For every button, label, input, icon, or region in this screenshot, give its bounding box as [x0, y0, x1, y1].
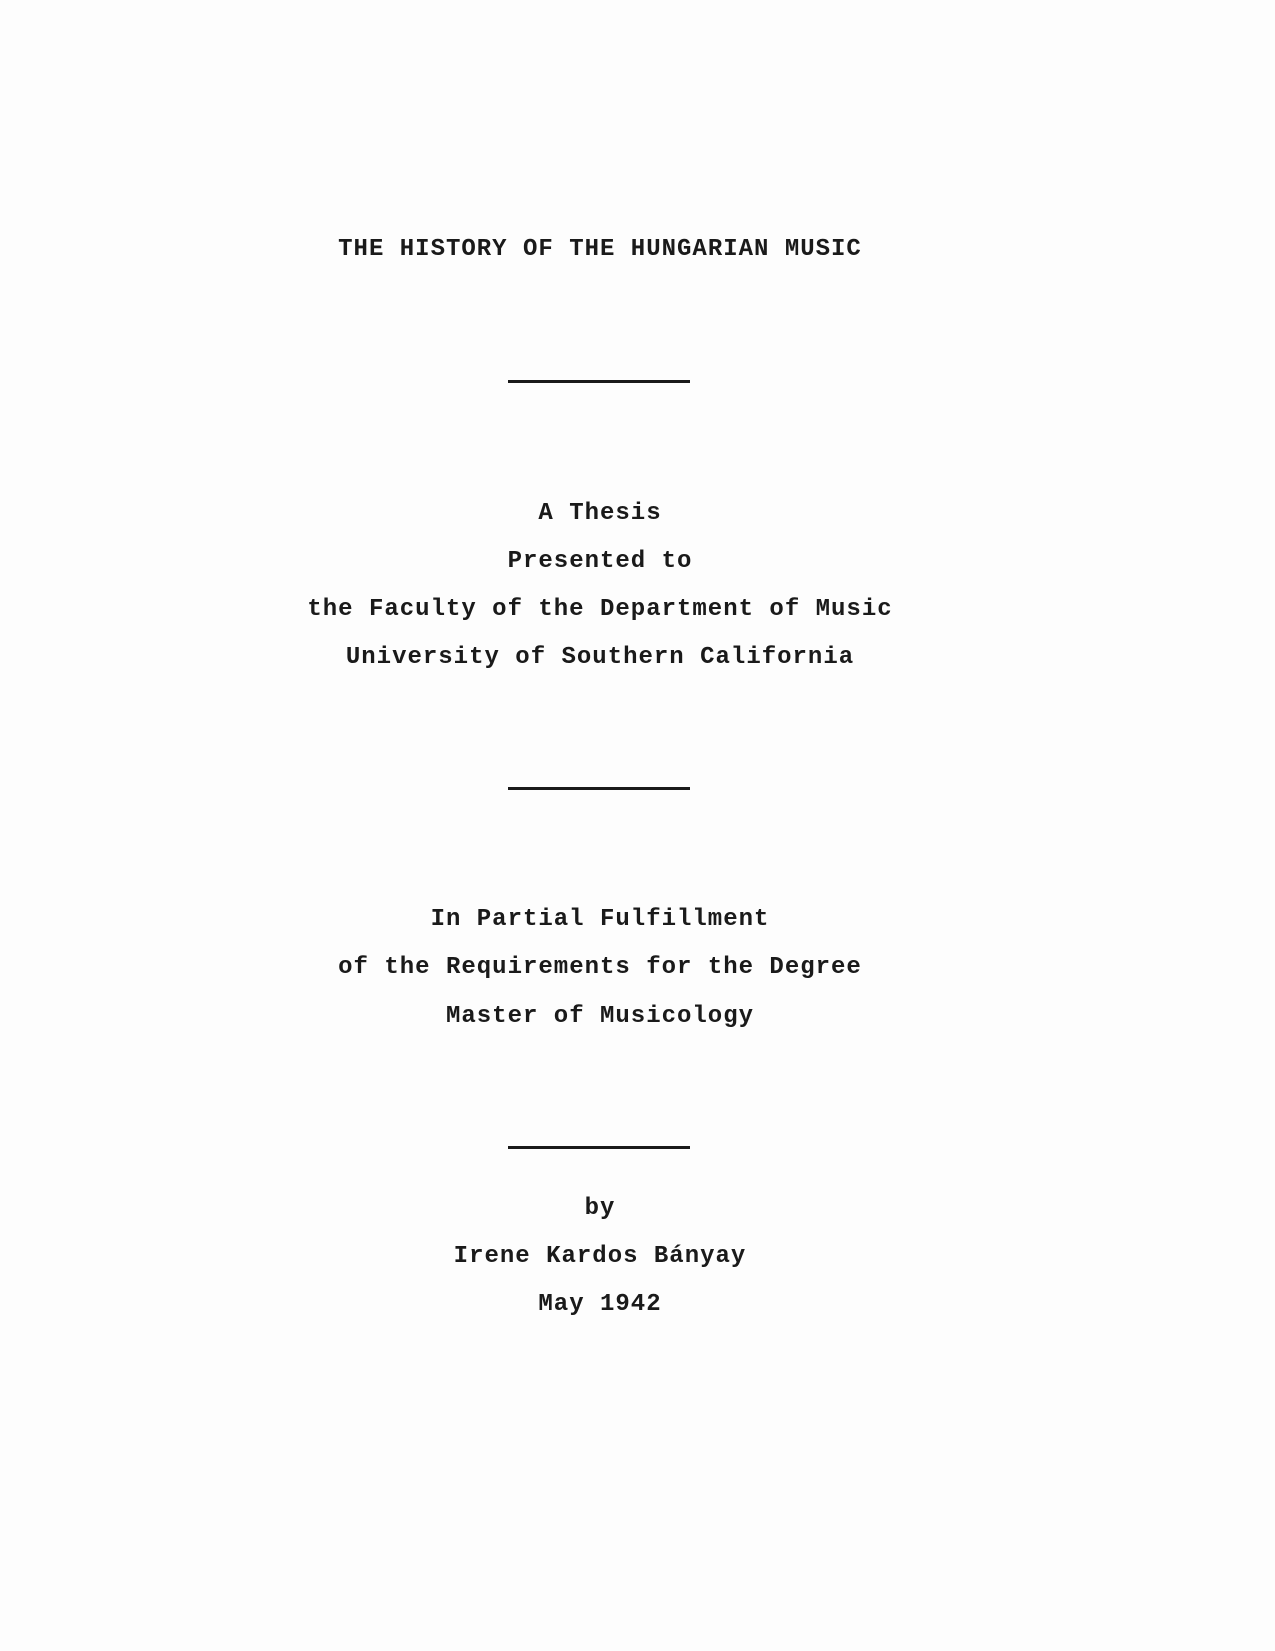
fulfillment-line: of the Requirements for the Degree — [338, 954, 862, 981]
by-label: by — [584, 1195, 616, 1222]
divider-rule — [508, 1146, 690, 1149]
author-name: Irene Kardos Bányay — [453, 1243, 747, 1270]
presentation-line: A Thesis — [538, 500, 662, 527]
divider-rule — [508, 380, 690, 383]
thesis-date: May 1942 — [538, 1291, 662, 1318]
thesis-title: THE HISTORY OF THE HUNGARIAN MUSIC — [338, 236, 862, 263]
fulfillment-line: In Partial Fulfillment — [430, 906, 770, 933]
presentation-line: the Faculty of the Department of Music — [307, 596, 893, 623]
presentation-line: University of Southern California — [345, 644, 855, 671]
presentation-line: Presented to — [507, 548, 693, 575]
divider-rule — [508, 787, 690, 790]
fulfillment-line: Master of Musicology — [445, 1003, 755, 1030]
